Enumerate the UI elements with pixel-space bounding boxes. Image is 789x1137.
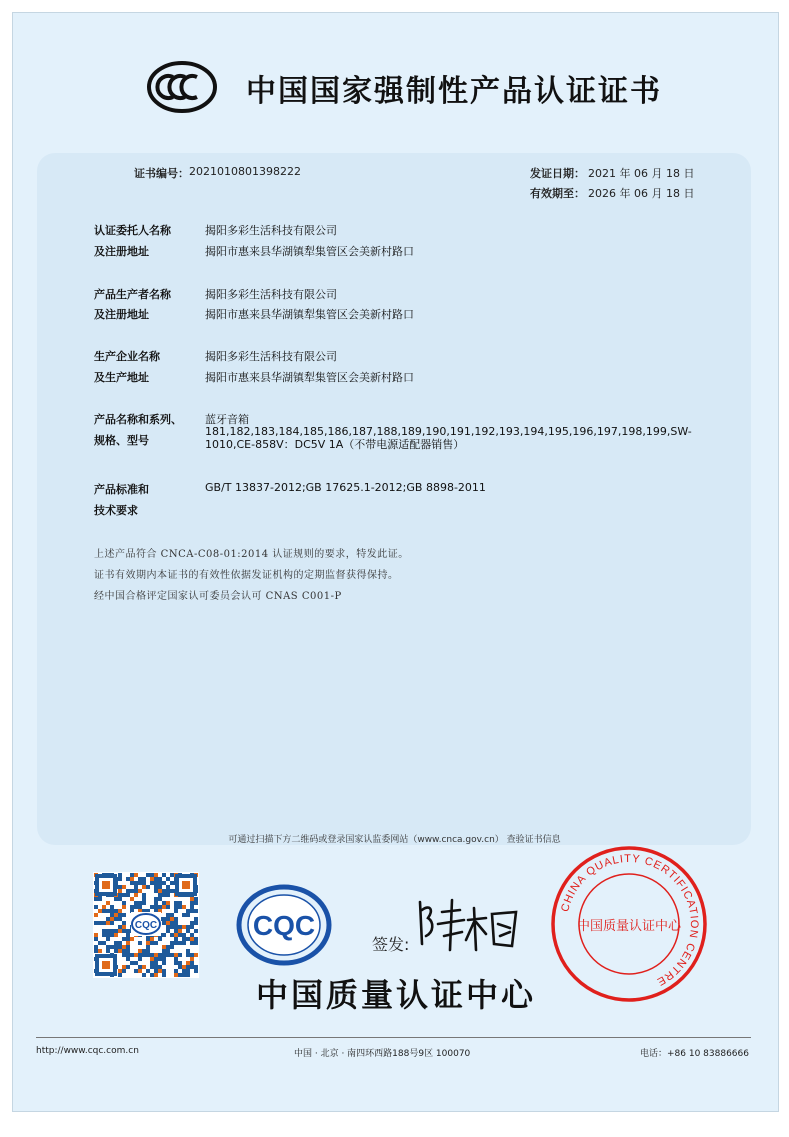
applicant-label: 认证委托人名称 [94,224,171,237]
manufacturer-name: 揭阳多彩生活科技有限公司 [205,288,337,301]
expire-date: 2026 年 06 月 18 日 [588,187,695,200]
manufacturer-address-label: 及注册地址 [94,308,149,321]
note-line: 上述产品符合 CNCA-C08-01:2014 认证规则的要求，特发此证。 [94,549,409,560]
product-name: 蓝牙音箱 [205,413,249,426]
factory-address: 揭阳市惠来县华湖镇犁集管区会美新村路口 [205,371,414,384]
qr-code[interactable] [93,872,199,978]
manufacturer-label: 产品生产者名称 [94,288,171,301]
standard-label: 产品标准和 [94,483,149,496]
certificate-title: 中国国家强制性产品认证证书 [246,74,662,109]
svg-text:CQC: CQC [134,920,158,931]
svg-text:CHINA QUALITY CERTIFICATION CE: CHINA QUALITY CERTIFICATION CENTRE [559,852,701,988]
technical-requirements-label: 技术要求 [94,504,138,517]
svg-text:CQC: CQC [252,910,316,941]
factory-name: 揭阳多彩生活科技有限公司 [205,350,337,363]
factory-address-label: 及生产地址 [94,371,149,384]
issuing-organization: 中国质量认证中心 [256,976,537,1014]
cert-no-label: 证书编号： [134,167,189,180]
note-line: 证书有效期内本证书的有效性依据发证机构的定期监督获得保持。 [94,570,399,581]
manufacturer-address: 揭阳市惠来县华湖镇犁集管区会美新村路口 [205,308,414,321]
factory-label: 生产企业名称 [94,350,160,363]
footer-url[interactable]: http://www.cqc.com.cn [36,1046,139,1056]
qr-code-icon [93,872,199,978]
issue-date-label: 发证日期： [530,167,585,180]
model-label: 规格、型号 [94,434,149,447]
product-models: 181,182,183,184,185,186,187,188,189,190,191,192,193,194,195,196,197,198,199,SW-1010,CE-858V：DC5V 1A（不带电源适配器销售） [205,425,692,451]
official-seal-icon [549,844,709,1004]
cqc-logo-icon [236,884,332,966]
note-line: 经中国合格评定国家认可委员会认可 CNAS C001-P [94,591,342,602]
ccc-logo-icon [147,61,217,113]
signed-label: 签发: [372,935,410,954]
footer-divider [36,1037,751,1038]
footer-phone: 电话：+86 10 83886666 [640,1049,749,1059]
verification-note: 可通过扫描下方二维码或登录国家认监委网站（www.cnca.gov.cn） 查验证书信息 [228,835,561,845]
signature [414,892,524,954]
product-label: 产品名称和系列、 [94,413,182,426]
cert-no: 2021010801398222 [189,165,301,178]
expire-date-label: 有效期至： [530,187,585,200]
standards: GB/T 13837-2012;GB 17625.1-2012;GB 8898-2011 [205,481,486,494]
applicant-name: 揭阳多彩生活科技有限公司 [205,224,337,237]
footer-address: 中国 · 北京 · 南四环西路188号9区 100070 [294,1049,471,1059]
applicant-address: 揭阳市惠来县华湖镇犁集管区会美新村路口 [205,245,414,258]
svg-text:中国质量认证中心: 中国质量认证中心 [576,919,682,934]
applicant-address-label: 及注册地址 [94,245,149,258]
issue-date: 2021 年 06 月 18 日 [588,167,695,180]
